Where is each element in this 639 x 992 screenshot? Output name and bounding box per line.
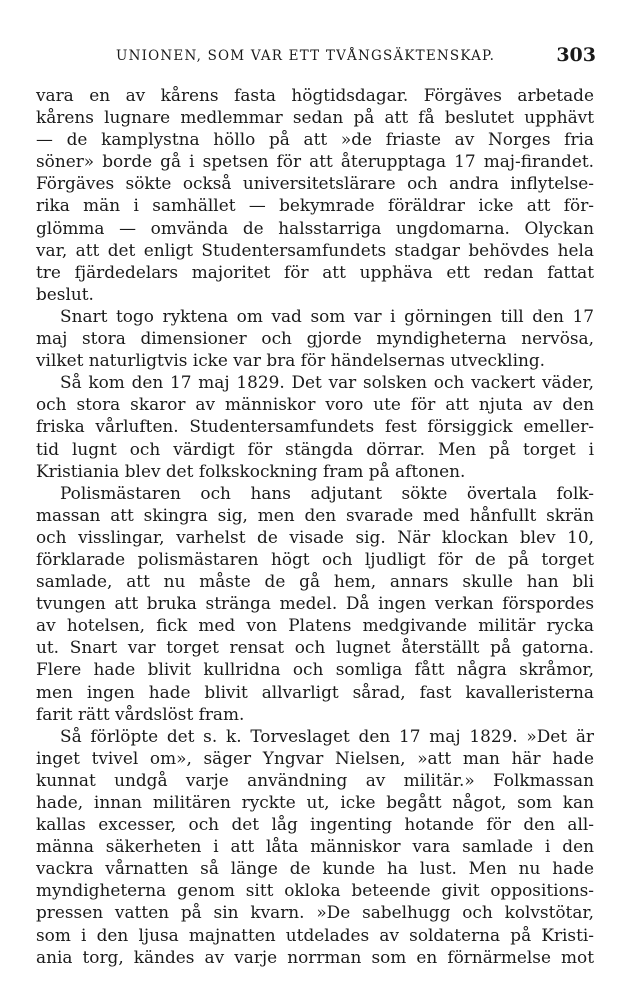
text-line: ania torg, kändes av varje norrman som en förnärmelse mot — [36, 946, 594, 967]
text-line: Förgäves sökte också universitetslärare och andra inflytelse- — [36, 173, 594, 194]
running-title: UNIONEN, SOM VAR ETT TVÅNGSÄKTENSKAP. — [116, 48, 496, 64]
text-line: som i den ljusa majnatten utdelades av soldaterna på Kristi- — [36, 924, 594, 945]
text-line: och visslingar, varhelst de visade sig. När klockan blev 10, — [36, 526, 594, 547]
text-line: ut. Snart var torget rensat och lugnet återställt på gatorna. — [36, 637, 594, 658]
text-line: kunnat undgå varje användning av militär.» Folkmassan — [36, 769, 594, 790]
text-line: Så kom den 17 maj 1829. Det var solsken och vackert väder, — [60, 372, 594, 393]
page-number: 303 — [556, 44, 596, 66]
text-line: söner» borde gå i spetsen för att återupptaga 17 maj-firandet. — [36, 151, 594, 172]
text-line: Snart togo ryktena om vad som var i görningen till den 17 — [60, 305, 594, 326]
text-line: tre fjärdedelars majoritet för att upphäva ett redan fattat — [36, 261, 594, 282]
text-line: av hotelsen, fick med von Platens medgivande militär rycka — [36, 615, 594, 636]
text-line: samlade, att nu måste de gå hem, annars skulle han bli — [36, 571, 594, 592]
text-line: vackra vårnatten så länge de kunde ha lust. Men nu hade — [36, 858, 594, 879]
text-line: beslut. — [36, 283, 94, 304]
text-line: vilket naturligtvis icke var bra för händelsernas utveckling. — [36, 350, 546, 371]
text-line: — de kamplystna höllo på att »de friaste av Norges fria — [36, 129, 594, 150]
body-text — [36, 84, 594, 968]
text-line: kallas excesser, och det låg ingenting hotande för den all- — [36, 814, 594, 835]
text-line: glömma — omvända de halsstarriga ungdomarna. Olyckan — [36, 217, 594, 238]
text-line: kårens lugnare medlemmar sedan på att få beslutet upphävt — [36, 107, 594, 128]
text-line: vara en av kårens fasta högtidsdagar. Förgäves arbetade — [36, 85, 594, 105]
text-line: förklarade polismästaren högt och ljudligt för de på torget — [36, 548, 594, 569]
text-line: hade, innan militären ryckte ut, icke begått något, som kan — [36, 792, 594, 812]
text-line: Kristiania blev det folkskockning fram på aftonen. — [36, 460, 466, 481]
text-line: var, att det enligt Studentersamfundets stadgar behövdes hela — [36, 239, 594, 260]
text-line: myndigheterna genom sitt okloka beteende givit oppositions- — [36, 880, 594, 901]
text-line: tvungen att bruka stränga medel. Då ingen verkan förspordes — [36, 593, 594, 614]
text-line: farit rätt vårdslöst fram. — [36, 703, 245, 724]
text-line: Flere hade blivit kullridna och somliga fått några skråmor, — [36, 659, 594, 680]
text-line: men ingen hade blivit allvarligt sårad, fast kavalleristerna — [36, 681, 594, 702]
text-line: rika män i samhället — bekymrade föräldrar icke att för- — [36, 195, 594, 216]
text-line: inget tvivel om», säger Yngvar Nielsen, »att man här hade — [36, 747, 594, 768]
text-line: och stora skaror av människor voro ute för att njuta av den — [36, 394, 594, 415]
text-line: friska vårluften. Studentersamfundets fest försiggick emeller- — [36, 416, 594, 437]
text-line: maj stora dimensioner och gjorde myndigheterna nervösa, — [36, 328, 594, 349]
text-line: pressen vatten på sin kvarn. »De sabelhugg och kolvstötar, — [36, 902, 594, 923]
text-line: männa säkerheten i att låta människor vara samlade i den — [36, 836, 594, 857]
running-head — [36, 44, 596, 68]
text-line: massan att skingra sig, men den svarade med hånfullt skrän — [36, 504, 594, 525]
text-line: tid lugnt och värdigt för stängda dörrar. Men på torget i — [36, 438, 594, 459]
text-line: Så förlöpte det s. k. Torveslaget den 17 maj 1829. »Det är — [60, 725, 594, 746]
text-line: Polismästaren och hans adjutant sökte övertala folk- — [60, 482, 594, 503]
